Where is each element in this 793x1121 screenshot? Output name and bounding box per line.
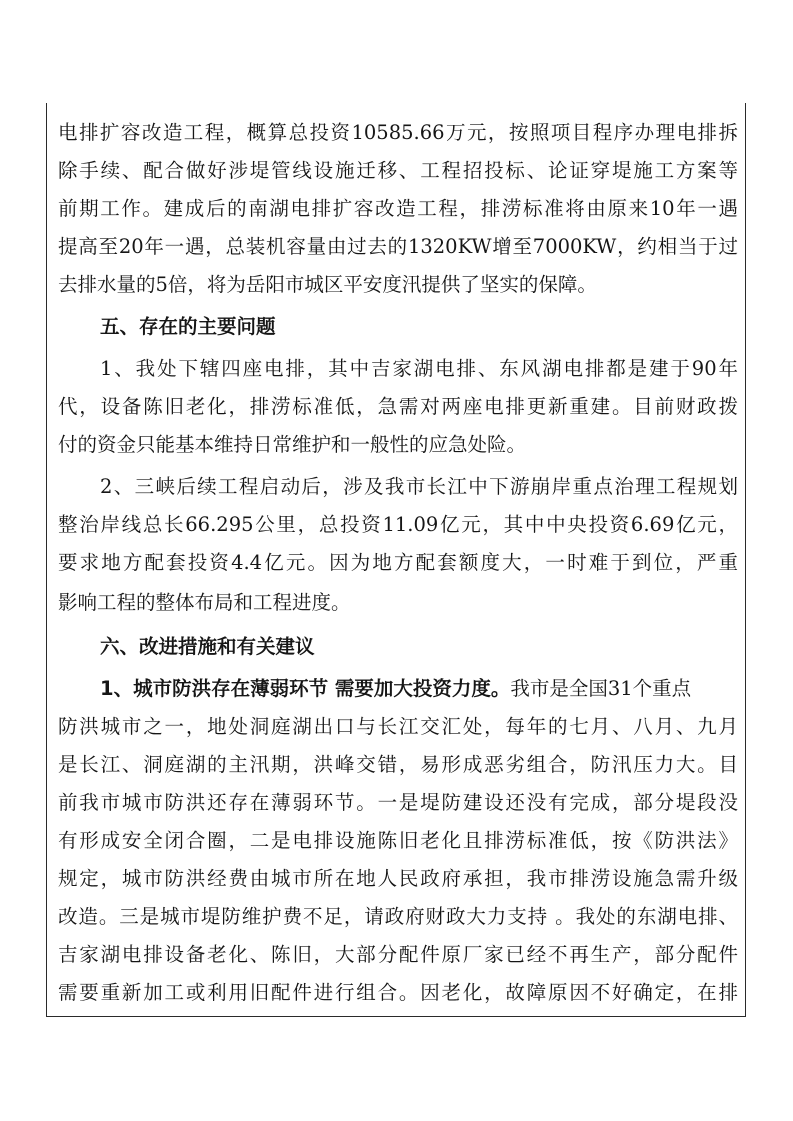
bold-lead: 1、城市防洪存在薄弱环节 需要加大投资力度。	[100, 677, 511, 700]
text-line: 改造。三是城市堤防维护费不足，请政府财政大力支持 。我处的东湖电排、	[58, 905, 738, 928]
paragraph-text: 我市是全国31个重点	[510, 677, 692, 700]
text-line: 影响工程的整体布局和工程进度。	[58, 591, 351, 614]
section-heading-6: 六、改进措施和有关建议	[100, 635, 315, 658]
text-line: 代，设备陈旧老化，排涝标准低，急需对两座电排更新重建。目前财政拨	[58, 395, 738, 418]
text-line: 要求地方配套投资4.4亿元。因为地方配套额度大，一时难于到位，严重	[58, 551, 738, 574]
text-line: 去排水量的5倍，将为岳阳市城区平安度汛提供了坚实的保障。	[58, 273, 597, 296]
text-line: 整治岸线总长66.295公里，总投资11.09亿元，其中中央投资6.69亿元，	[58, 513, 738, 536]
paragraph-line	[100, 675, 738, 703]
text-line: 电排扩容改造工程，概算总投资10585.66万元，按照项目程序办理电排拆	[58, 121, 738, 144]
section-heading-5: 五、存在的主要问题	[100, 315, 276, 338]
text-line: 提高至20年一遇，总装机容量由过去的1320KW增至7000KW，约相当于过	[58, 235, 738, 258]
text-line: 前期工作。建成后的南湖电排扩容改造工程，排涝标准将由原来10年一遇	[58, 197, 738, 220]
text-line: 防洪城市之一，地处洞庭湖出口与长江交汇处，每年的七月、八月、九月	[58, 715, 738, 738]
paragraph-line: 2、三峡后续工程启动后，涉及我市长江中下游崩岸重点治理工程规划	[100, 475, 738, 498]
text-line: 是长江、洞庭湖的主汛期，洪峰交错，易形成恶劣组合，防汛压力大。目	[58, 753, 738, 776]
text-line: 规定，城市防洪经费由城市所在地人民政府承担，我市排涝设施急需升级	[58, 867, 738, 890]
text-line: 有形成安全闭合圈，二是电排设施陈旧老化且排涝标准低，按《防洪法》	[58, 829, 738, 852]
paragraph-line: 1、我处下辖四座电排，其中吉家湖电排、东风湖电排都是建于90年	[100, 357, 738, 380]
text-line: 除手续、配合做好涉堤管线设施迁移、工程招投标、论证穿堤施工方案等	[58, 159, 738, 182]
text-line: 吉家湖电排设备老化、陈旧，大部分配件原厂家已经不再生产，部分配件	[58, 943, 738, 966]
text-line: 前我市城市防洪还存在薄弱环节。一是堤防建设还没有完成，部分堤段没	[58, 791, 738, 814]
text-line: 需要重新加工或利用旧配件进行组合。因老化，故障原因不好确定，在排	[58, 981, 738, 1004]
text-line: 付的资金只能基本维持日常维护和一般性的应急处险。	[58, 433, 527, 456]
